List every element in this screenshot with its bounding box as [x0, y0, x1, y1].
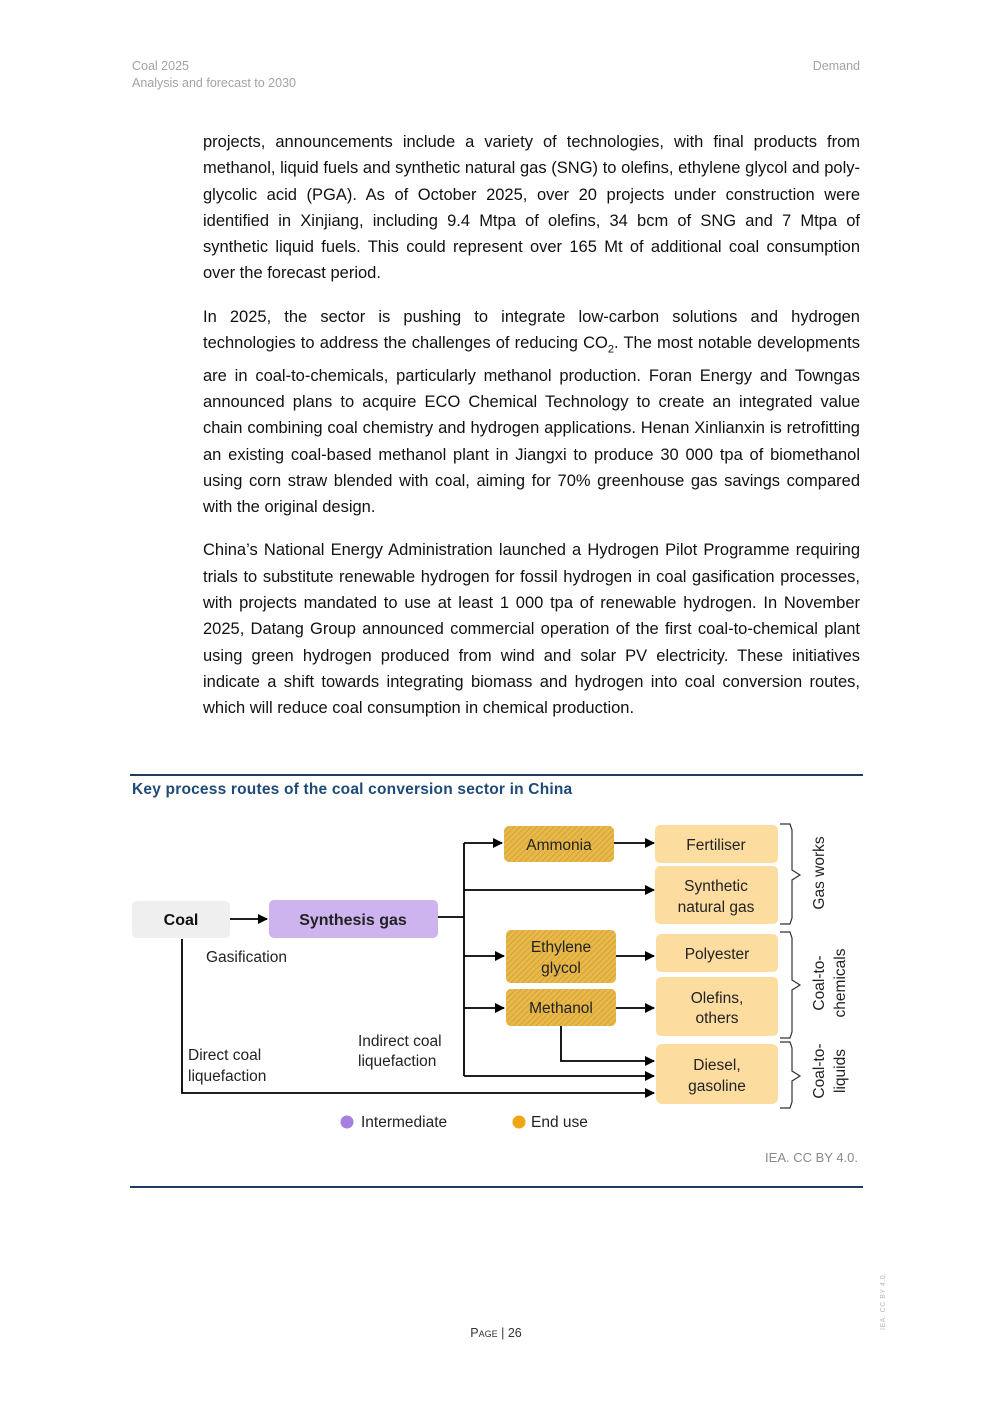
- page-label: Page: [470, 1326, 498, 1340]
- brace-coal-to-chemicals: [780, 932, 800, 1038]
- paragraph-2-end: . The most notable developments are in coal-to-chemicals, particularly methanol production. Foran Energy and Towngas announced plans to acquire ECO Chemical Technology to create an integrated value chain combining coal chemistry and hydrogen applications. Henan Xinlianxin is retrofitting an existing coal-based methanol plant in Jiangxi to produce 30 000 tpa of biomethanol using corn straw blended with coal, aiming for 70% greenhouse gas savings compared with the original design.: [203, 334, 860, 517]
- legend-end-use-label: End use: [531, 1114, 588, 1131]
- node-polyester-label: Polyester: [684, 946, 750, 963]
- node-olefins: [656, 977, 778, 1036]
- node-synthetic-natural-gas: [655, 866, 778, 924]
- paragraph-3: China’s National Energy Administration launched a Hydrogen Pilot Programme requiring trials to substitute renewable hydrogen for fossil hydrogen in coal gasification processes, with projects mandated to use at least 1 000 tpa of renewable hydrogen. In November 2025, Datang Group announced commercial operation of the first coal-to-chemical plant using green hydrogen produced from wind and solar PV electricity. These initiatives indicate a shift towards integrating biomass and hydrogen into coal conversion routes, which will reduce coal consumption in chemical production.: [203, 541, 860, 718]
- node-coal-label: Coal: [163, 912, 199, 929]
- brace-coal-to-liquids: [780, 1042, 800, 1108]
- node-methanol: [506, 989, 616, 1026]
- node-diesel-gasoline: [656, 1044, 778, 1104]
- node-sng-label-1: Synthetic: [684, 878, 748, 895]
- node-coal: [132, 901, 230, 938]
- page-number-value: 26: [507, 1326, 522, 1340]
- node-ethylene-glycol-label-1: Ethylene: [530, 939, 592, 956]
- group-gas-works-label: Gas works: [811, 836, 828, 910]
- legend: [341, 1114, 588, 1131]
- report-subtitle: Analysis and forecast to 2030: [132, 76, 296, 90]
- group-coal-to-chemicals-label-2: chemicals: [832, 948, 849, 1018]
- node-fertiliser-label: Fertiliser: [686, 837, 746, 854]
- figure-bottom-rule: [130, 1186, 863, 1188]
- paragraph-1: projects, announcements include a variety of technologies, with final products from methanol, liquid fuels and synthetic natural gas (SNG) to olefins, ethylene glycol and poly-glycolic acid (PGA). As of October 2025, over 20 projects under construction were identified in Xinjiang, including 9.4 Mtpa of olefins, 34 bcm of SNG and 7 Mtpa of synthetic liquid fuels. This could represent over 165 Mt of additional coal consumption over the forecast period.: [203, 133, 860, 283]
- side-credit: IEA. CC BY 4.0.: [880, 1272, 887, 1330]
- co2-subscript: 2: [607, 343, 614, 356]
- node-ethylene-glycol-label-2: glycol: [541, 960, 581, 977]
- node-polyester: [656, 934, 778, 972]
- node-methanol-label: Methanol: [529, 1000, 593, 1017]
- node-ammonia-label: Ammonia: [526, 837, 592, 854]
- brace-gas-works: [780, 824, 800, 924]
- label-direct-liquefaction-2: liquefaction: [188, 1068, 267, 1085]
- node-ethylene-glycol: [506, 930, 616, 983]
- node-olefins-label-2: others: [695, 1010, 739, 1027]
- group-coal-to-liquids-label-1: Coal-to-: [811, 1043, 828, 1099]
- label-indirect-liquefaction-1: Indirect coal: [358, 1033, 442, 1050]
- section-name: Demand: [812, 59, 860, 73]
- label-direct-liquefaction-1: Direct coal: [188, 1047, 262, 1064]
- legend-end-use-swatch: [513, 1116, 526, 1129]
- node-diesel-label-1: Diesel,: [693, 1057, 741, 1074]
- group-coal-to-chemicals-label-1: Coal-to-: [811, 955, 828, 1011]
- node-ammonia: [504, 826, 614, 862]
- group-coal-to-liquids-label-2: liquids: [832, 1049, 849, 1093]
- figure-title: Key process routes of the coal conversion sector in China: [132, 781, 573, 798]
- node-synthesis-gas-label: Synthesis gas: [299, 912, 407, 929]
- node-diesel-label-2: gasoline: [688, 1078, 746, 1095]
- legend-intermediate-label: Intermediate: [361, 1114, 448, 1131]
- group-braces: [780, 824, 800, 1108]
- paragraph-2-start: In 2025, the sector is pushing to integrate low-carbon solutions and hydrogen technologies to address the challenges of reducing CO: [203, 307, 860, 353]
- node-olefins-label-1: Olefins,: [690, 990, 744, 1007]
- label-indirect-liquefaction-2: liquefaction: [358, 1053, 437, 1070]
- label-gasification: Gasification: [206, 949, 287, 966]
- page-number: Page | 26: [470, 1326, 522, 1340]
- arrow-methanol-to-diesel: [561, 1026, 654, 1061]
- node-synthesis-gas: [269, 900, 438, 938]
- node-sng-label-2: natural gas: [677, 899, 755, 916]
- report-title: Coal 2025: [132, 59, 189, 73]
- figure-credit: IEA. CC BY 4.0.: [765, 1150, 858, 1165]
- legend-intermediate-swatch: [341, 1116, 354, 1129]
- node-fertiliser: [655, 825, 778, 863]
